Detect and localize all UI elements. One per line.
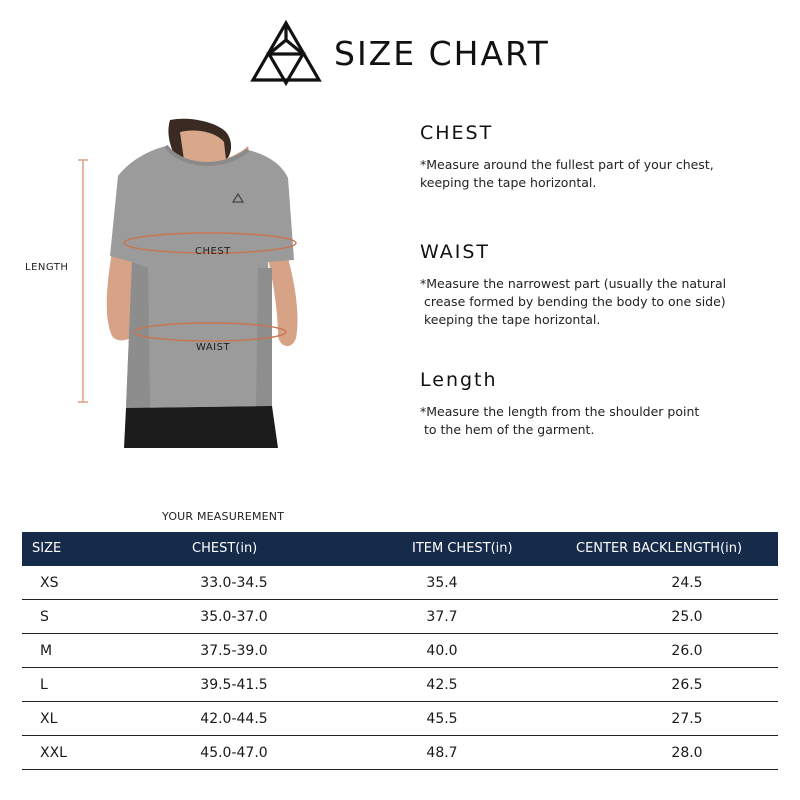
cell-chest: 35.0-37.0 (200, 609, 268, 625)
table-header (22, 532, 778, 566)
table-body (22, 566, 778, 770)
model-figure (20, 118, 320, 448)
cell-size: XS (40, 575, 59, 591)
info-text: *Measure the length from the shoulder point to the hem of the garment. (420, 404, 700, 437)
info-chest (420, 122, 714, 192)
cell-size: M (40, 643, 53, 659)
cell-back-length: 27.5 (671, 711, 703, 727)
info-title: WAIST (420, 241, 491, 263)
info-length (420, 369, 699, 439)
length-label: LENGTH (25, 262, 69, 273)
cell-chest: 45.0-47.0 (200, 745, 268, 761)
cell-back-length: 26.5 (671, 677, 703, 693)
info-text: *Measure the narrowest part (usually the natural crease formed by bending the body to one side) keeping the tape horizontal. (420, 276, 727, 327)
waist-label: WAIST (196, 342, 231, 353)
table-row (22, 634, 778, 668)
cell-chest: 39.5-41.5 (200, 677, 268, 693)
size-table (22, 532, 778, 770)
cell-item-chest: 48.7 (426, 745, 458, 761)
triangle-logo-icon (250, 20, 322, 86)
cell-back-length: 26.0 (671, 643, 703, 659)
chest-label: CHEST (195, 246, 231, 257)
cell-size: XL (40, 711, 58, 727)
cell-item-chest: 42.5 (426, 677, 458, 693)
cell-item-chest: 37.7 (426, 609, 458, 625)
cell-size: XXL (40, 745, 67, 761)
cell-back-length: 24.5 (671, 575, 703, 591)
info-text: *Measure around the fullest part of your chest, keeping the tape horizontal. (420, 157, 714, 190)
table-caption: YOUR MEASUREMENT (162, 510, 285, 523)
header-back-length: CENTER BACKLENGTH(in) (576, 541, 743, 556)
cell-chest: 37.5-39.0 (200, 643, 268, 659)
cell-item-chest: 45.5 (426, 711, 458, 727)
cell-chest: 33.0-34.5 (200, 575, 268, 591)
page-title: SIZE CHART (334, 34, 550, 73)
table-row (22, 600, 778, 634)
table-row (22, 566, 778, 600)
header-size: SIZE (32, 541, 62, 556)
info-title: Length (420, 369, 498, 391)
header-chest: CHEST(in) (192, 541, 258, 556)
model-illustration (20, 118, 320, 448)
cell-back-length: 25.0 (671, 609, 703, 625)
cell-size: L (40, 677, 48, 693)
header-item-chest: ITEM CHEST(in) (412, 541, 513, 556)
info-waist (420, 241, 726, 329)
table-row (22, 736, 778, 770)
info-title: CHEST (420, 122, 494, 144)
cell-back-length: 28.0 (671, 745, 703, 761)
header (250, 20, 560, 86)
cell-item-chest: 35.4 (426, 575, 458, 591)
table-row (22, 668, 778, 702)
cell-size: S (40, 609, 49, 625)
table-row (22, 702, 778, 736)
cell-chest: 42.0-44.5 (200, 711, 268, 727)
cell-item-chest: 40.0 (426, 643, 458, 659)
